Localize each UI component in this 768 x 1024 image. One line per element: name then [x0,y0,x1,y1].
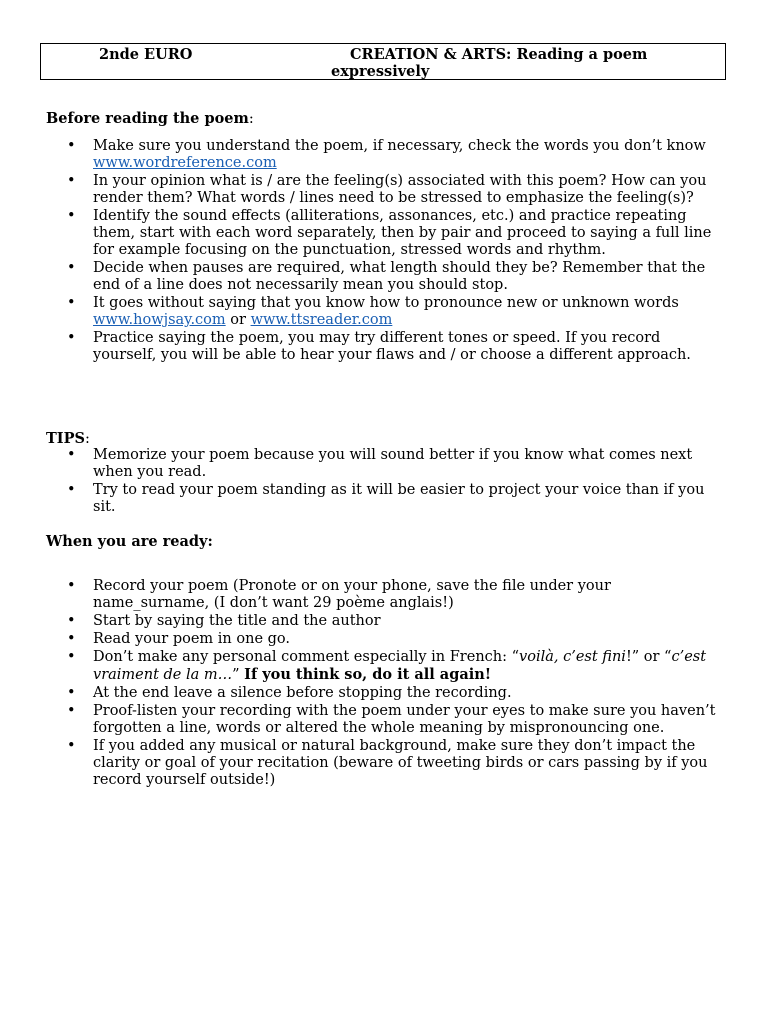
list-item-text: ” [232,667,245,683]
list-item [46,173,726,207]
ready-list [46,578,726,790]
list-item-text: Proof-listen your recording with the poem under your eyes to make sure you haven’t forgotten a line, words or altered the whole meaning by mispronouncing one. [93,703,716,736]
list-item-text: It goes without saying that you know how to pronounce new or unknown words [93,295,679,311]
list-item-text: Try to read your poem standing as it will be easier to project your voice than if you sit. [93,482,705,515]
bullet-icon: • [67,330,76,346]
list-item [46,260,726,294]
list-item-text: Practice saying the poem, you may try different tones or speed. If you record yourself, you will be able to hear your flaws and / or choose a different approach. [93,330,691,363]
list-item-text: If you added any musical or natural background, make sure they don’t impact the clarity or goal of your recitation (beware of tweeting birds or cars passing by if you record yourself outside!) [93,738,708,788]
tips-list [46,447,726,517]
bullet-icon: • [67,738,76,754]
list-item-text: Start by saying the title and the author [93,613,381,629]
document-title: CREATION & ARTS: Reading a poem [350,46,648,63]
list-item-text: Make sure you understand the poem, if necessary, check the words you don’t know [93,138,706,154]
section-title-text: TIPS [46,430,85,447]
list-item [46,482,726,516]
list-item [46,631,726,648]
section-title-colon: : [248,111,254,127]
quote-italic: c’est vraiment de la m… [93,649,707,683]
bullet-icon: • [67,208,76,224]
bullet-icon: • [67,173,76,189]
section-title-text: Before reading the poem [46,110,249,127]
list-item [46,685,726,702]
bullet-icon: • [67,138,76,154]
class-label: 2nde EURO [99,46,193,63]
section-title-tips [46,430,90,448]
ttsreader-link[interactable]: www.ttsreader.com [250,312,393,328]
wordreference-link[interactable]: www.wordreference.com [93,155,277,171]
bullet-icon: • [67,703,76,719]
list-item [46,330,726,364]
list-item-text: Don’t make any personal comment especially in French: “ [93,649,520,665]
section-title-before [46,110,254,128]
list-item-text: Decide when pauses are required, what length should they be? Remember that the end of a line does not necessarily mean you should stop. [93,260,706,293]
document-title-continued: expressively [331,63,430,80]
bullet-icon: • [67,578,76,594]
list-item-text: or [225,312,251,328]
list-item-text: Record your poem (Pronote or on your phone, save the file under your name_surname, (I don’t want 29 poème anglais!) [93,578,611,611]
list-item-text: !” or “ [625,649,672,665]
list-item [46,649,726,684]
bullet-icon: • [67,447,76,463]
section-title-colon: : [84,431,90,447]
list-item [46,703,726,737]
list-item [46,138,726,172]
list-item-text: Memorize your poem because you will sound better if you know what comes next when you read. [93,447,693,480]
bullet-icon: • [67,631,76,647]
bullet-icon: • [67,295,76,311]
emphasis-bold: If you think so, do it all again! [244,666,492,683]
list-item [46,447,726,481]
section-title-ready [46,533,213,550]
before-list [46,138,726,365]
quote-italic: voilà, c’est fini [519,649,626,665]
list-item-text: Read your poem in one go. [93,631,290,647]
bullet-icon: • [67,260,76,276]
list-item-text: At the end leave a silence before stopping the recording. [93,685,512,701]
list-item [46,295,726,329]
list-item-text: Identify the sound effects (alliterations, assonances, etc.) and practice repeating them, start with each word separately, then by pair and proceed to saying a full line for example focusing on the punctuation, stressed words and rhythm. [93,208,712,258]
header-box [40,43,726,80]
section-title-text: When you are ready [46,533,208,550]
bullet-icon: • [67,482,76,498]
section-title-colon: : [207,533,213,550]
bullet-icon: • [67,613,76,629]
list-item [46,208,726,259]
list-item [46,578,726,612]
list-item [46,613,726,630]
list-item [46,738,726,789]
bullet-icon: • [67,649,76,665]
howjsay-link[interactable]: www.howjsay.com [93,312,226,328]
list-item-text: In your opinion what is / are the feeling(s) associated with this poem? How can you render them? What words / lines need to be stressed to emphasize the feeling(s)? [93,173,707,206]
bullet-icon: • [67,685,76,701]
